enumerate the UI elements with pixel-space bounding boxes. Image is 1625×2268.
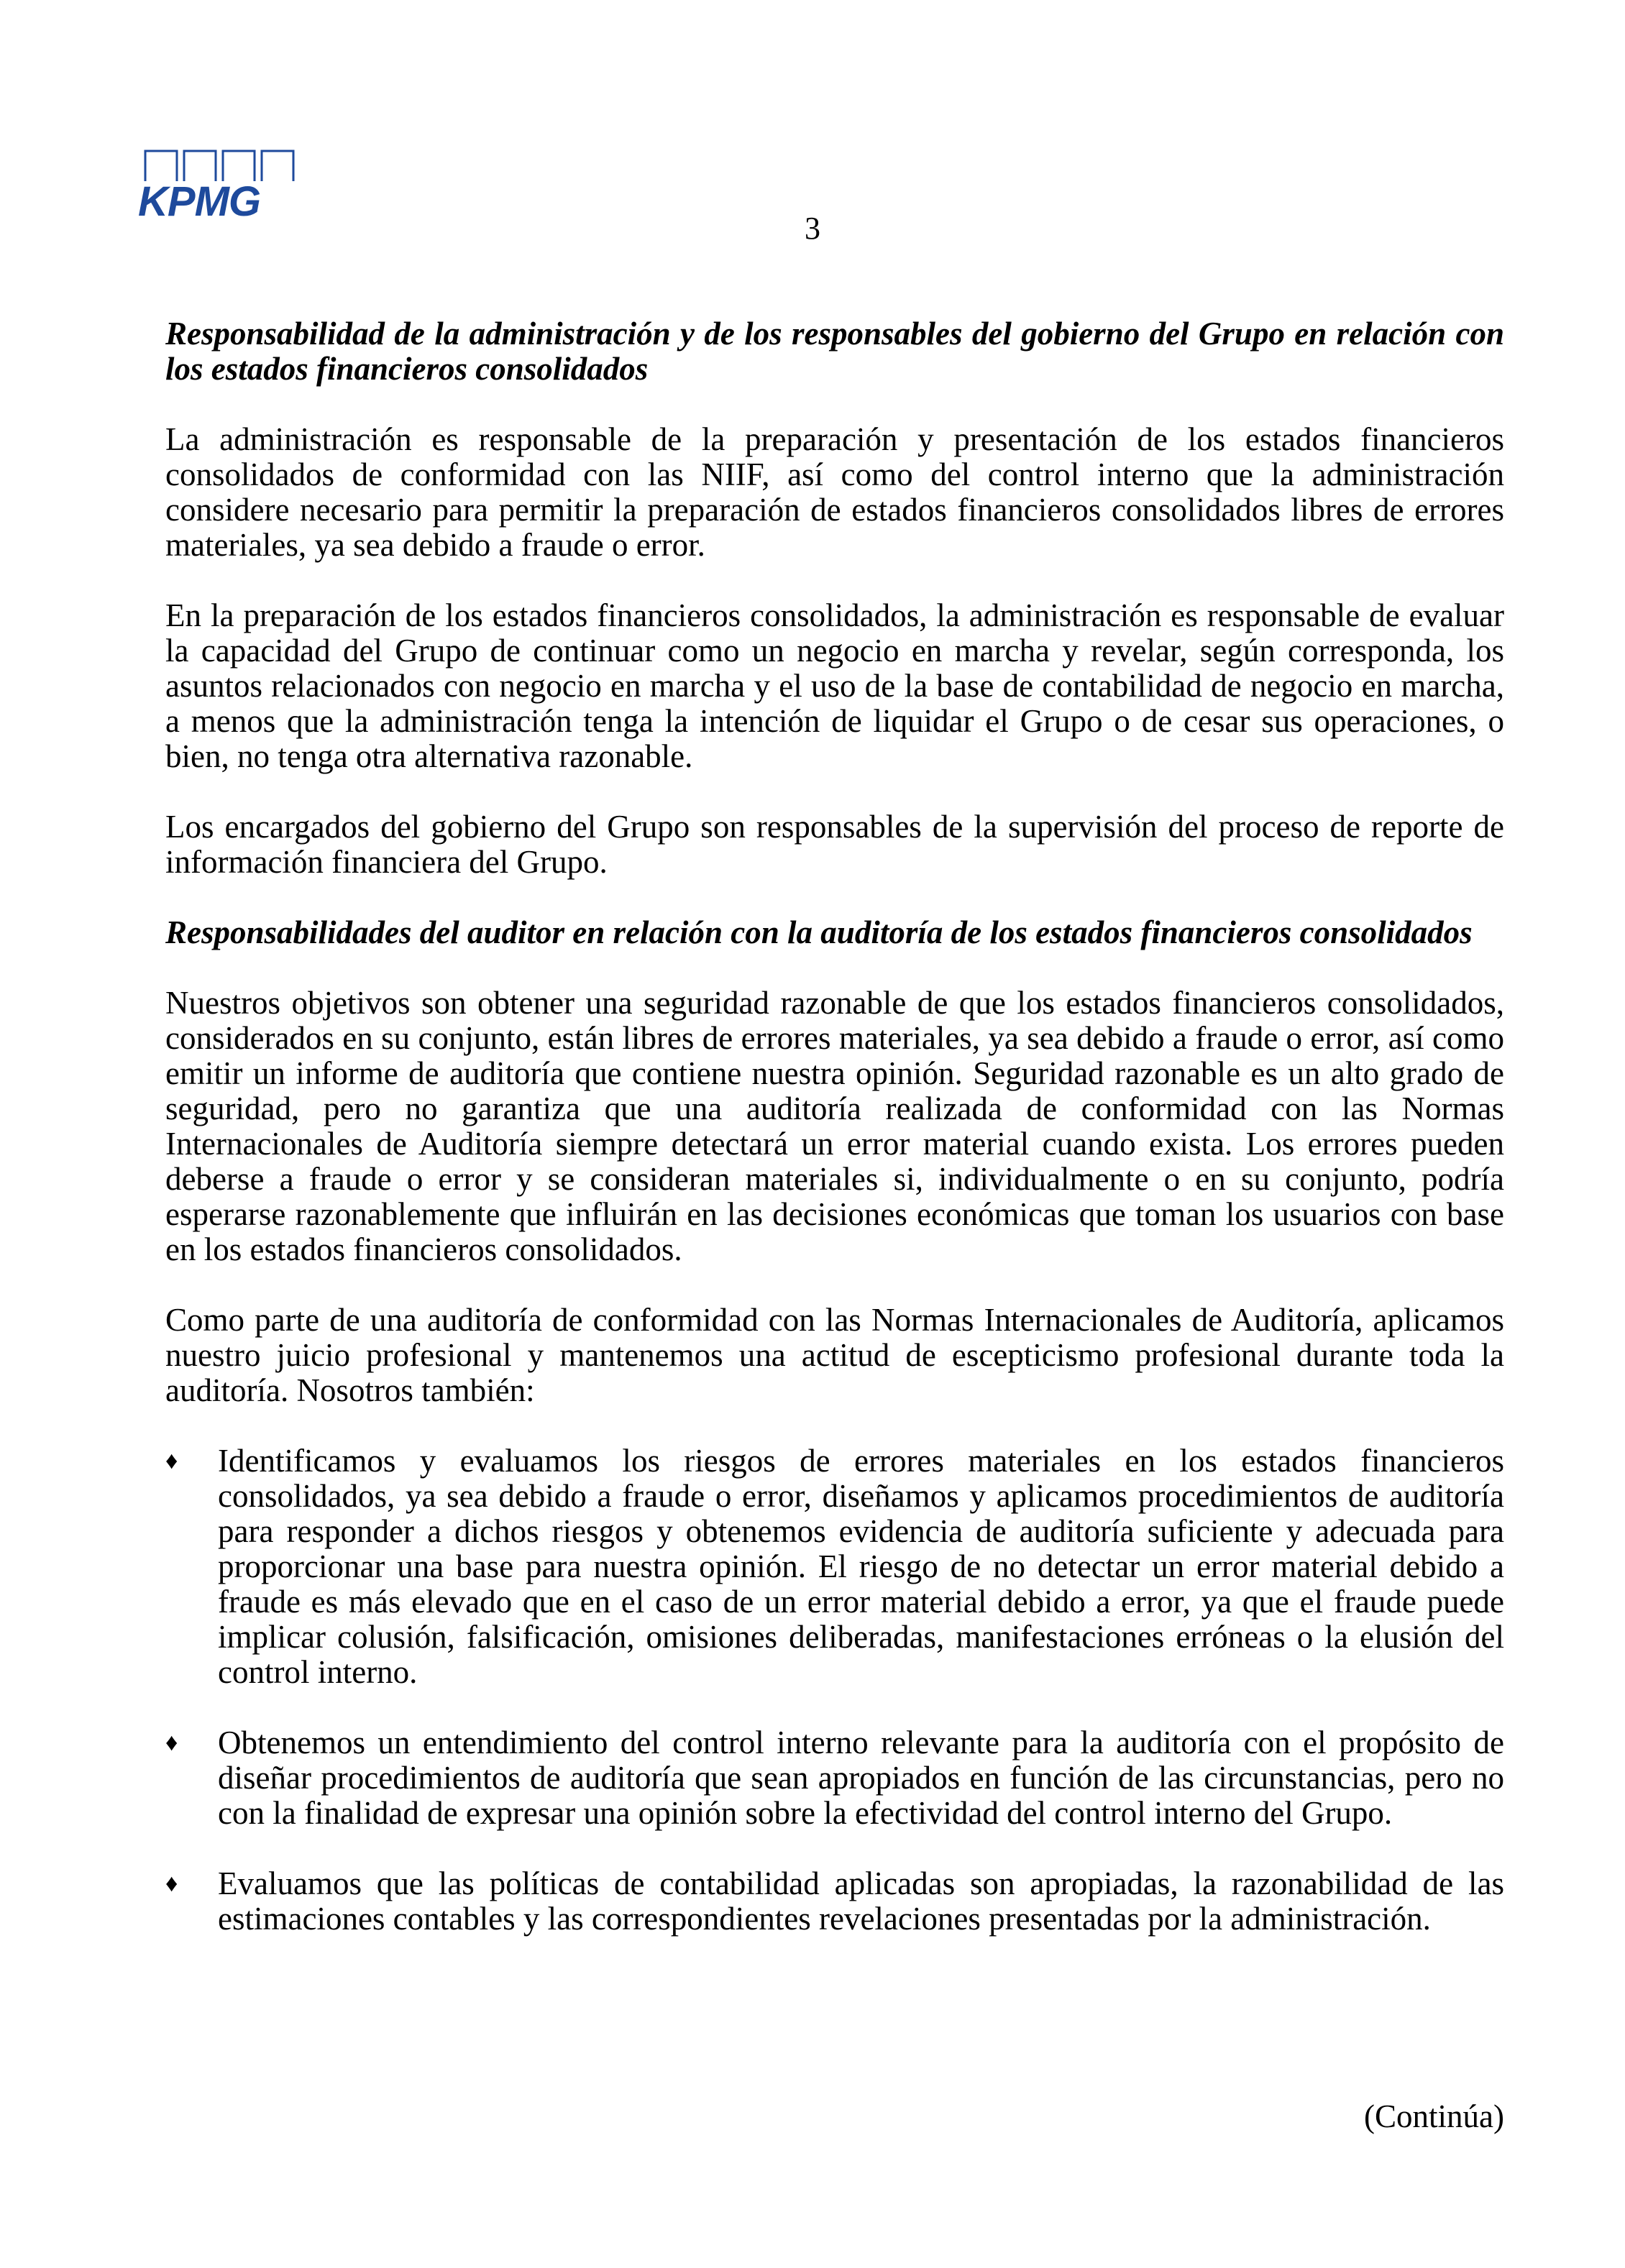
svg-text:KPMG: KPMG [138,178,260,221]
diamond-bullet-icon: ♦ [165,1448,178,1474]
paragraph: En la preparación de los estados financieros consolidados, la administración es responsable de evaluar la capacidad del Grupo de continuar como un negocio en marcha y revelar, según corresponda, los asuntos relacionados con negocio en marcha y el uso de la base de contabilidad de negocio en marcha, a menos que la administración tenga la intención de liquidar el Grupo o de cesar sus operaciones, o bien, no tenga otra alternativa razonable. [165,597,1504,774]
diamond-bullet-icon: ♦ [165,1730,178,1756]
list-item [165,1725,1504,1831]
bullet-list [165,1443,1504,1937]
paragraph: La administración es responsable de la preparación y presentación de los estados financieros consolidados de conformidad con las NIIF, así como del control interno que la administración considere necesario para permitir la preparación de estados financieros consolidados libres de errores materiales, ya sea debido a fraude o error. [165,421,1504,563]
list-item-text: Identificamos y evaluamos los riesgos de errores materiales en los estados financieros consolidados, ya sea debido a fraude o error, diseñamos y aplicamos procedimientos de auditoría para responder a dichos riesgos y obtenemos evidencia de auditoría suficiente y adecuada para proporcionar una base para nuestra opinión. El riesgo de no detectar un error material debido a fraude es más elevado que en el caso de un error material debido a error, ya que el fraude puede implicar colusión, falsificación, omisiones deliberadas, manifestaciones erróneas o la elusión del control interno. [218,1443,1504,1690]
list-item [165,1866,1504,1937]
paragraph: Nuestros objetivos son obtener una seguridad razonable de que los estados financieros consolidados, considerados en su conjunto, están libres de errores materiales, ya sea debido a fraude o error, así como emitir un informe de auditoría que contiene nuestra opinión. Seguridad razonable es un alto grado de seguridad, pero no garantiza que una auditoría realizada de conformidad con las Normas Internacionales de Auditoría siempre detectará un error material cuando exista. Los errores pueden deberse a fraude o error y se consideran materiales si, individualmente o en su conjunto, podría esperarse razonablemente que influirán en las decisiones económicas que toman los usuarios con base en los estados financieros consolidados. [165,985,1504,1267]
section-heading: Responsabilidad de la administración y de los responsables del gobierno del Grupo en relación con los estados financieros consolidados [165,316,1504,387]
page-number: 3 [805,211,820,246]
list-item-text: Evaluamos que las políticas de contabilidad aplicadas son apropiadas, la razonabilidad de las estimaciones contables y las correspondientes revelaciones presentadas por la administración. [218,1865,1504,1937]
section-heading: Responsabilidades del auditor en relación con la auditoría de los estados financieros consolidados [165,914,1473,950]
paragraph: Los encargados del gobierno del Grupo son responsables de la supervisión del proceso de reporte de información financiera del Grupo. [165,809,1504,880]
paragraph: Como parte de una auditoría de conformidad con las Normas Internacionales de Auditoría, aplicamos nuestro juicio profesional y mantenemos una actitud de escepticismo profesional durante toda la auditoría. Nosotros también: [165,1302,1504,1408]
document-body [165,316,1504,1972]
list-item [165,1443,1504,1690]
diamond-bullet-icon: ♦ [165,1870,178,1897]
continues-label: (Continúa) [1364,2098,1504,2134]
list-item-text: Obtenemos un entendimiento del control interno relevante para la auditoría con el propósito de diseñar procedimientos de auditoría que sean apropiados en función de las circunstancias, pero no con la finalidad de expresar una opinión sobre la efectividad del control interno del Grupo. [218,1725,1504,1831]
